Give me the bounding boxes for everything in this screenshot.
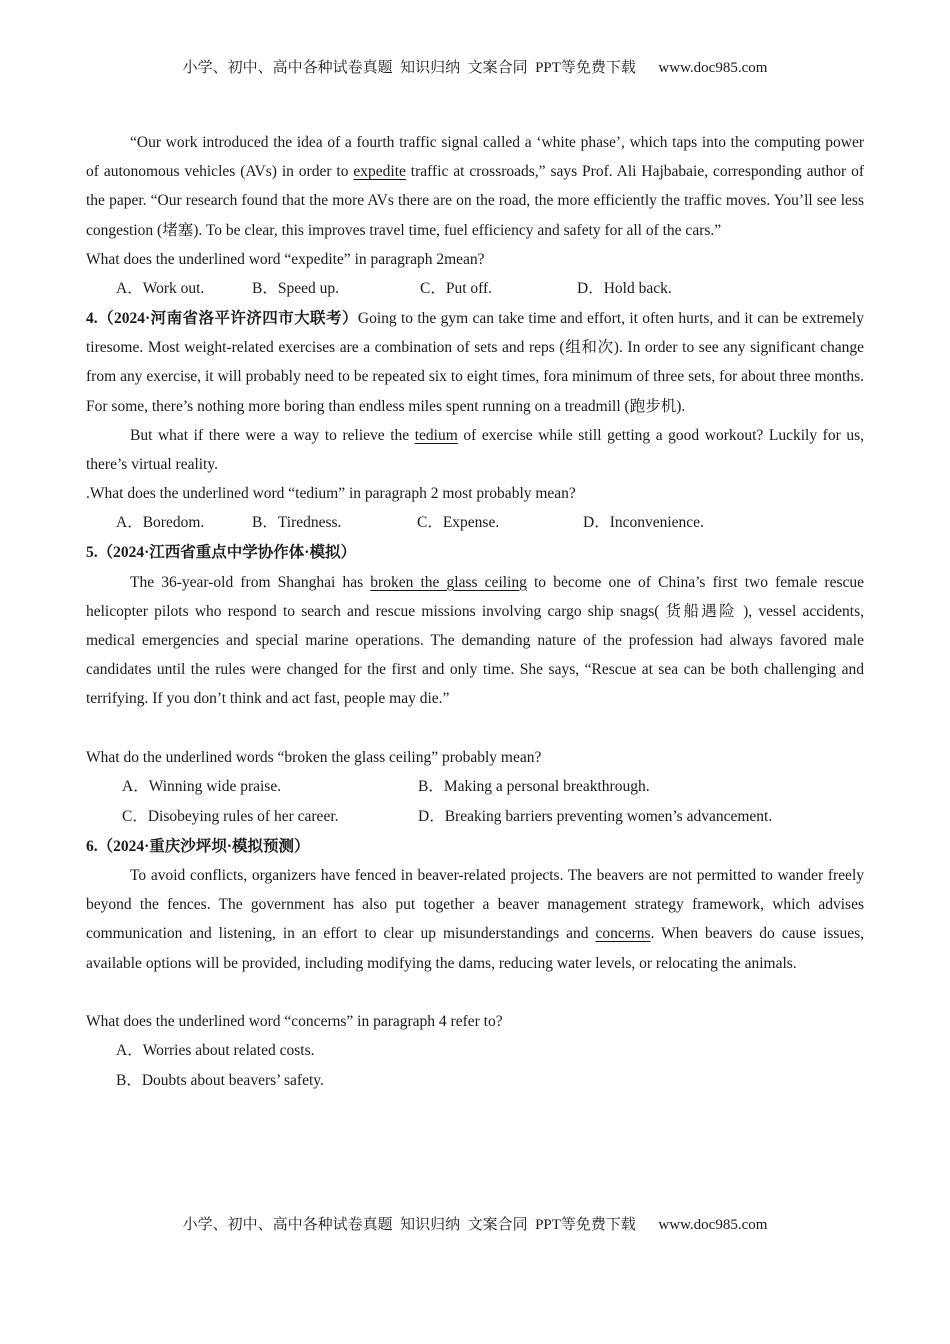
q5-option-a: A．Winning wide praise. <box>122 777 282 795</box>
q3-option-d: D．Hold back. <box>577 280 672 298</box>
q5-options-row-1 <box>86 772 864 802</box>
q5-passage-text-a: The 36-year-old from Shanghai has <box>130 573 371 591</box>
q3-option-c: C．Put off. <box>420 280 493 298</box>
spacer <box>86 714 864 743</box>
q3-question: What does the underlined word “expedite” in paragraph 2mean? <box>86 250 485 268</box>
q4-option-c: C．Expense. <box>417 514 500 532</box>
q4-heading: 4.（2024·河南省洛平许济四市大联考） <box>86 310 358 328</box>
q3-passage-text-b: traffic at crossroads,” says Prof. Ali Hajbabaie, corresponding author of the paper. “Our research found that the more AVs there are on the road, the more efficiently the traffic moves. You’ll see less congestion (堵塞). To be clear, this improves travel time, fuel efficiency and safety for all of the cars.” <box>86 163 864 239</box>
q6-passage-text-b: . When beavers do cause issues, available options will be provided, including modifying the dams, reducing water levels, or relocating the animals. <box>86 925 864 972</box>
page-header: 小学、初中、高中各种试卷真题 知识归纳 文案合同 PPT等免费下载 www.doc985.com <box>182 60 768 76</box>
q3-underlined-word: expedite <box>353 163 406 181</box>
page-footer: 小学、初中、高中各种试卷真题 知识归纳 文案合同 PPT等免费下载 www.doc985.com <box>182 1217 768 1233</box>
q4-option-b: B．Tiredness. <box>252 514 342 532</box>
document-body <box>86 128 864 1096</box>
q5-option-b: B．Making a personal breakthrough. <box>418 777 650 795</box>
q4-passage-2 <box>86 421 864 479</box>
q5-options-row-2 <box>86 802 864 832</box>
q6-passage <box>86 861 864 978</box>
q4-underlined-word: tedium <box>414 426 458 444</box>
q4-options <box>86 508 864 538</box>
spacer <box>86 978 864 1007</box>
q6-options-row-2 <box>86 1066 864 1096</box>
q5-heading <box>86 538 864 567</box>
q4-question: .What does the underlined word “tedium” in paragraph 2 most probably mean? <box>86 485 576 503</box>
q3-passage-text-a: “Our work introduced the idea of a fourth traffic signal called a ‘white phase’, which taps into the computing power of autonomous vehicles (AVs) in order to <box>86 134 864 181</box>
q5-underlined-phrase: broken the glass ceiling <box>370 573 527 591</box>
q5-option-c: C．Disobeying rules of her career. <box>122 807 339 825</box>
q6-heading-text: 6.（2024·重庆沙坪坝·模拟预测） <box>86 837 310 855</box>
q6-option-b: B．Doubts about beavers’ safety. <box>116 1072 324 1090</box>
q4-passage-1-text: Going to the gym can take time and effort, it often hurts, and it can be extremely tiresome. Most weight-related exercises are a combination of sets and reps (组和次). In order to see any significant change from any exercise, it will probably need to be repeated six to eight times, fora minimum of three sets, for about three months. For some, there’s nothing more boring than endless miles spent running on a treadmill (跑步机). <box>86 310 864 415</box>
q5-passage <box>86 568 864 714</box>
q6-question: What does the underlined word “concerns” in paragraph 4 refer to? <box>86 1012 503 1030</box>
q5-heading-text: 5.（2024·江西省重点中学协作体·模拟） <box>86 544 356 562</box>
q6-options-row-1 <box>86 1036 864 1066</box>
q6-underlined-word: concerns <box>595 925 651 943</box>
q5-option-d: D．Breaking barriers preventing women’s advancement. <box>418 807 773 825</box>
q6-passage-text-a: To avoid conflicts, organizers have fenced in beaver-related projects. The beavers are not permitted to wander freely beyond the fences. The government has also put together a beaver management strategy framework, which advises communication and listening, in an effort to clear up misunderstandings and <box>86 867 864 943</box>
q3-passage <box>86 128 864 245</box>
q5-question: What do the underlined words “broken the glass ceiling” probably mean? <box>86 748 542 766</box>
q3-option-a: A．Work out. <box>116 280 205 298</box>
q5-passage-text-b: to become one of China’s first two female rescue helicopter pilots who respond to search and rescue missions involving cargo ship snags( 货船遇险 ), vessel accidents, medical emergencies and special marine operations. The demanding nature of the profession had always favored male candidates until the rules were changed for the first and only time. She says, “Rescue at sea can be both challenging and terrifying. If you don’t think and act fast, people may die.” <box>86 573 864 708</box>
q4-option-a: A．Boredom. <box>116 514 205 532</box>
q4-passage-1 <box>86 304 864 421</box>
q3-options <box>86 274 864 304</box>
q3-option-b: B．Speed up. <box>252 280 339 298</box>
q6-option-a: A．Worries about related costs. <box>116 1042 315 1060</box>
q4-passage-2-text-b: of exercise while still getting a good workout? Luckily for us, there’s virtual reality. <box>86 426 864 474</box>
q4-option-d: D．Inconvenience. <box>583 514 704 532</box>
q4-passage-2-text-a: But what if there were a way to relieve the <box>130 426 415 444</box>
q6-heading <box>86 832 864 861</box>
